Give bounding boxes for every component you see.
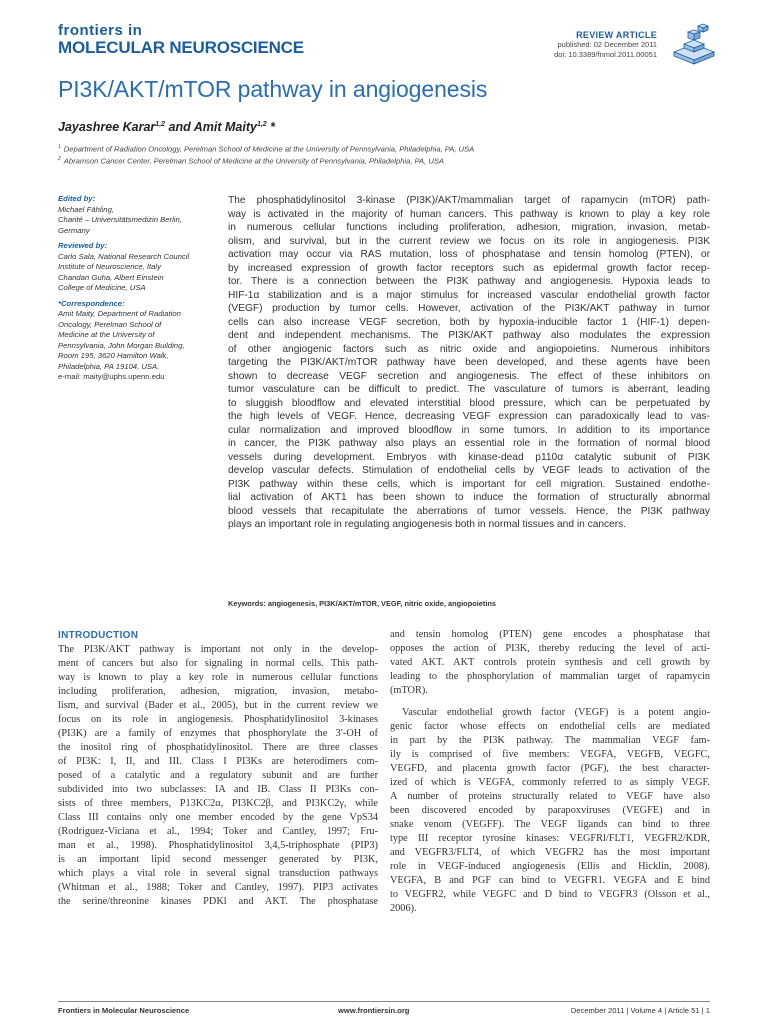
correspondence-line: Oncology, Perelman School of [58, 319, 162, 329]
body-line: subdivided into two subclasses: IA and IB. Class II PI3Ks con- [58, 784, 378, 795]
body-line: (PI3K) are a family of enzymes that phosphorylate the 3′-OH of [58, 728, 378, 739]
body-line: Class III contains only one member encoded by the gene VpS34 [58, 812, 378, 823]
body-line: focus on its role in angiogenesis. Phosphatidylinositol 3-kinases [58, 714, 378, 725]
corresponding-mark: * [266, 120, 276, 134]
author-list [58, 120, 275, 134]
abstract-line: by increased expression of growth factor receptors such as epidermal growth factor recep- [228, 262, 710, 274]
author-affiliation-sup: 1,2 [155, 120, 166, 128]
affiliation-text: Department of Radiation Oncology, Perelman School of Medicine at the University of Pennsylvania, Philadelphia, PA, USA [63, 144, 475, 154]
abstract-line: way is activated in the majority of human cancers. This pathway is known to play a key role [228, 208, 710, 220]
abstract-line: shown to decrease VEGF secretion and angiogenesis. The effect of these inhibitors on [228, 370, 710, 382]
body-line: genic factor whose effects on endothelial cells are mediated [390, 721, 710, 732]
body-column-right [390, 628, 710, 916]
abstract-line: The phosphatidylinositol 3-kinase (PI3K)/AKT/mammalian target of rapamycin (mTOR) path- [228, 195, 710, 206]
body-line: (Rodriguez-Viciana et al., 1994; Toker and Cantley, 1997; Fru- [58, 826, 378, 837]
footer-issue-info: December 2011 | Volume 4 | Article 51 | 1 [570, 1006, 710, 1015]
body-line: been discovered encoded by parapoxviruses (VEGFE) and in [390, 805, 710, 816]
body-line: and VEGFR3/FLT4, of which VEGFR2 has the most important [390, 847, 710, 858]
reviewed-by-heading: Reviewed by: [58, 241, 108, 250]
footer-website[interactable]: www.frontiersin.org [338, 1006, 410, 1015]
reviewer-line: Carlo Sala, National Research Council [58, 251, 190, 261]
article-meta [554, 30, 657, 60]
body-line: which plays a vital role in several signal transduction pathways [58, 868, 378, 879]
editorial-sidebar [58, 194, 218, 383]
abstract-line: blood vessels that recapitulate the aberrations of tumor vessels. Hence, the PI3K pathway [228, 505, 710, 517]
abstract-line: cells can also increase VEGF secretion, both by hypoxia-inducible factor 1 (HIF-1) depen- [228, 316, 710, 328]
correspondence-email[interactable]: e-mail: maity@uphs.upenn.edu [58, 372, 165, 381]
body-line: man et al., 1998). Phosphatidylinositol 3,4,5-triphosphate (PIP3) [58, 840, 378, 851]
keywords: Keywords: angiogenesis, PI3K/AKT/mTOR, VEGF, nitric oxide, angiopoietins [228, 599, 497, 608]
body-line: lism, and survival (Bader et al., 2005), but in the current review we [58, 700, 378, 711]
body-line: A number of proteins structurally related to VEGF have also [390, 791, 710, 802]
body-line: the serine/threonine kinases PDKl and AKT. The phosphatase [58, 896, 378, 907]
abstract-line: dent and independent mechanisms. The PI3K/AKT pathway also modulates the expression [228, 330, 710, 341]
body-line: to VEGFR2, while VEGFC and D bind to VEGFR3 (Olsson et al., [390, 889, 710, 900]
abstract-line: tumor vasculature can be difficult to predict. The vasculature of tumors is aberrant, leading [228, 384, 710, 395]
body-line: ment of cancers but also for signaling in normal cells. This path- [58, 658, 378, 669]
body-line: posed of a catalytic and a regulatory subunit and are further [58, 770, 378, 781]
author-name: Amit Maity [193, 120, 257, 134]
body-line: VEGFD, and placenta growth factor (PGF), the best character- [390, 763, 710, 774]
abstract [228, 194, 710, 532]
body-line: ized of which is VEGFA, commonly referred to as simply VEGF. [390, 777, 710, 788]
body-line: way is known to play a key role in numerous cellular functions [58, 672, 378, 683]
abstract-line: tor. There is a connection between the PI3K pathway and angiogenesis. Hypoxia leads to [228, 276, 710, 287]
abstract-line: (VEGF) production by tumor cells. However, activation of the PI3K/AKT pathway in tumor [228, 303, 710, 314]
body-line: type III receptor tyrosine kinases: VEGFRl/FLT1, VEGFR2/KDR, [390, 833, 710, 844]
abstract-line: cular normalization and improved bloodflow in some tumors. In addition to its importance [228, 424, 710, 436]
doi: doi: 10.3389/fnmol.2011.00051 [554, 50, 657, 59]
footer-divider [58, 1001, 710, 1002]
body-line: VEGFA, B and PGF can bind to VEGFR1. VEGFA and E bind [390, 875, 710, 886]
correspondence-line: Pennsylvania, John Morgan Building, [58, 340, 185, 350]
stacked-cubes-icon [670, 18, 718, 66]
correspondence-line: Room 195, 3620 Hamilton Walk, [58, 351, 169, 360]
abstract-line: of other angiogenic factors such as nitric oxide and angiopoietins. Numerous inhibitors [228, 343, 710, 355]
affiliation-text: Abramson Cancer Center, Perelman School of Medicine at the University of Pennsylvania, Philadelphia, PA, USA [63, 156, 444, 166]
body-line: opposes the action of PI3K, thereby reducing the level of acti- [390, 643, 710, 654]
section-heading-introduction: INTRODUCTION [58, 630, 139, 641]
editor-line: Charité – Universitätsmedizin Berlin, [58, 215, 182, 224]
journal-logo [58, 23, 304, 57]
body-line: (mTOR). [390, 685, 428, 696]
abstract-line: plays an important role in regulating angiogenesis both in normal tissues and in cancers. [228, 519, 627, 530]
body-line: and tensin homolog (PTEN) gene encodes a phosphatase that [390, 629, 710, 640]
abstract-line: develop vascular defects. Stimulation of endothelial cells by VEGF leads to activation of the [228, 465, 710, 476]
abstract-line: targeting the PI3K/AKT/mTOR pathway have been developed, and these agents have been [228, 357, 710, 368]
affiliation-number: 2 [58, 156, 61, 162]
affiliation-1 [58, 144, 474, 154]
abstract-line: activation may occur via RAS mutation, loss of phosphatase and tensin homolog (PTEN), or [228, 249, 710, 260]
body-line: ily is comprised of five members: VEGFA, VEGFB, VEGFC, [390, 749, 710, 760]
article-title: PI3K/AKT/mTOR pathway in angiogenesis [58, 76, 488, 102]
abstract-line: vessels during development. Embryos with kinase-dead p110α catalytic subunit of PI3K [228, 451, 710, 463]
article-type: REVIEW ARTICLE [576, 30, 657, 40]
abstract-line: in numerous cellular functions including proliferation, adhesion, migration, invasion, metab- [228, 222, 710, 233]
correspondence-line: Medicine at the University of [58, 330, 155, 339]
abstract-line: olism, and survival, but in the current review we focus on its role in angiogenesis. PI3K [228, 235, 710, 247]
abstract-line: HIF-1α stabilization and is a major stimulus for increased vascular endothelial growth factor [228, 289, 710, 301]
reviewer-line: College of Medicine, USA [58, 283, 146, 292]
published-date: published: 02 December 2011 [557, 40, 657, 49]
body-line: including proliferation, adhesion, migration, invasion, metabo- [58, 686, 378, 697]
author-affiliation-sup: 1,2 [256, 120, 267, 128]
body-line: in part by the PI3K pathway. The mammalian VEGF fam- [390, 735, 710, 746]
editor-line: Germany [58, 225, 90, 235]
journal-name-bottom: MOLECULAR NEUROSCIENCE [58, 38, 304, 57]
abstract-line: PI3K pathway within these cells, which is important for cell migration. Sustained endothe- [228, 478, 710, 490]
body-line: snake venom (VEGFF). The VEGF ligands can bind to three [390, 819, 710, 830]
abstract-line: in cancer, the PI3K pathway also plays an essential role in the formation of normal blood [228, 438, 710, 449]
editor-line: Michael Fähling, [58, 204, 114, 214]
abstract-line: the high levels of VEGF. Hence, decreasing VEGF expression can paradoxically lead to vas- [228, 411, 710, 422]
author-joiner: and [165, 120, 194, 134]
footer-journal: Frontiers in Molecular Neuroscience [58, 1006, 190, 1015]
correspondence-heading: *Correspondence: [58, 298, 125, 308]
body-line: the inositol ring of phosphatidylinositol. There are three classes [58, 742, 378, 753]
body-line: vated AKT. AKT controls protein synthesis and cell growth by [390, 657, 710, 668]
abstract-line: lial activation of AKT1 has been shown to induce the formation of structurally abnormal [228, 492, 710, 503]
body-line: 2006). [390, 903, 417, 914]
body-line: sists of three members, P13KC2α, PI3KC2β, and PI3KC2γ, while [58, 798, 378, 809]
journal-name-top: frontiers in [58, 22, 143, 39]
body-column-left [58, 643, 378, 909]
correspondence-line: Amit Maity, Department of Radiation [58, 309, 181, 318]
edited-by-heading: Edited by: [58, 194, 96, 203]
affiliation-number: 1 [58, 144, 61, 150]
body-line: (Whitman et al., 1988; Toker and Cantley, 1997). PIP3 activates [58, 882, 378, 893]
reviewer-line: Chandan Guha, Albert Einstein [58, 272, 164, 282]
reviewer-line: Institute of Neuroscience, Italy [58, 262, 161, 271]
body-line: of PI3K: I, II, and III. Class I PI3Ks are heterodimers com- [58, 756, 378, 767]
author-name: Jayashree Karar [58, 120, 156, 134]
abstract-line: to sluggish bloodflow and elevated interstitial blood pressure, which can be perpetuated by [228, 397, 710, 409]
body-line: role in VEGF-induced angiogenesis (Ellis and Hicklin, 2008). [390, 861, 710, 872]
correspondence-line: Philadelphia, PA 19104, USA. [58, 361, 160, 371]
body-line: is an important lipid second messenger generated by PI3K, [58, 854, 378, 865]
body-line: The PI3K/AKT pathway is important not only in the develop- [58, 644, 378, 655]
body-line: leading to the phosphorylation of mammalian target of rapamycin [390, 671, 710, 682]
body-line: Vascular endothelial growth factor (VEGF) is a potent angio- [402, 707, 710, 718]
affiliation-2 [58, 156, 444, 166]
